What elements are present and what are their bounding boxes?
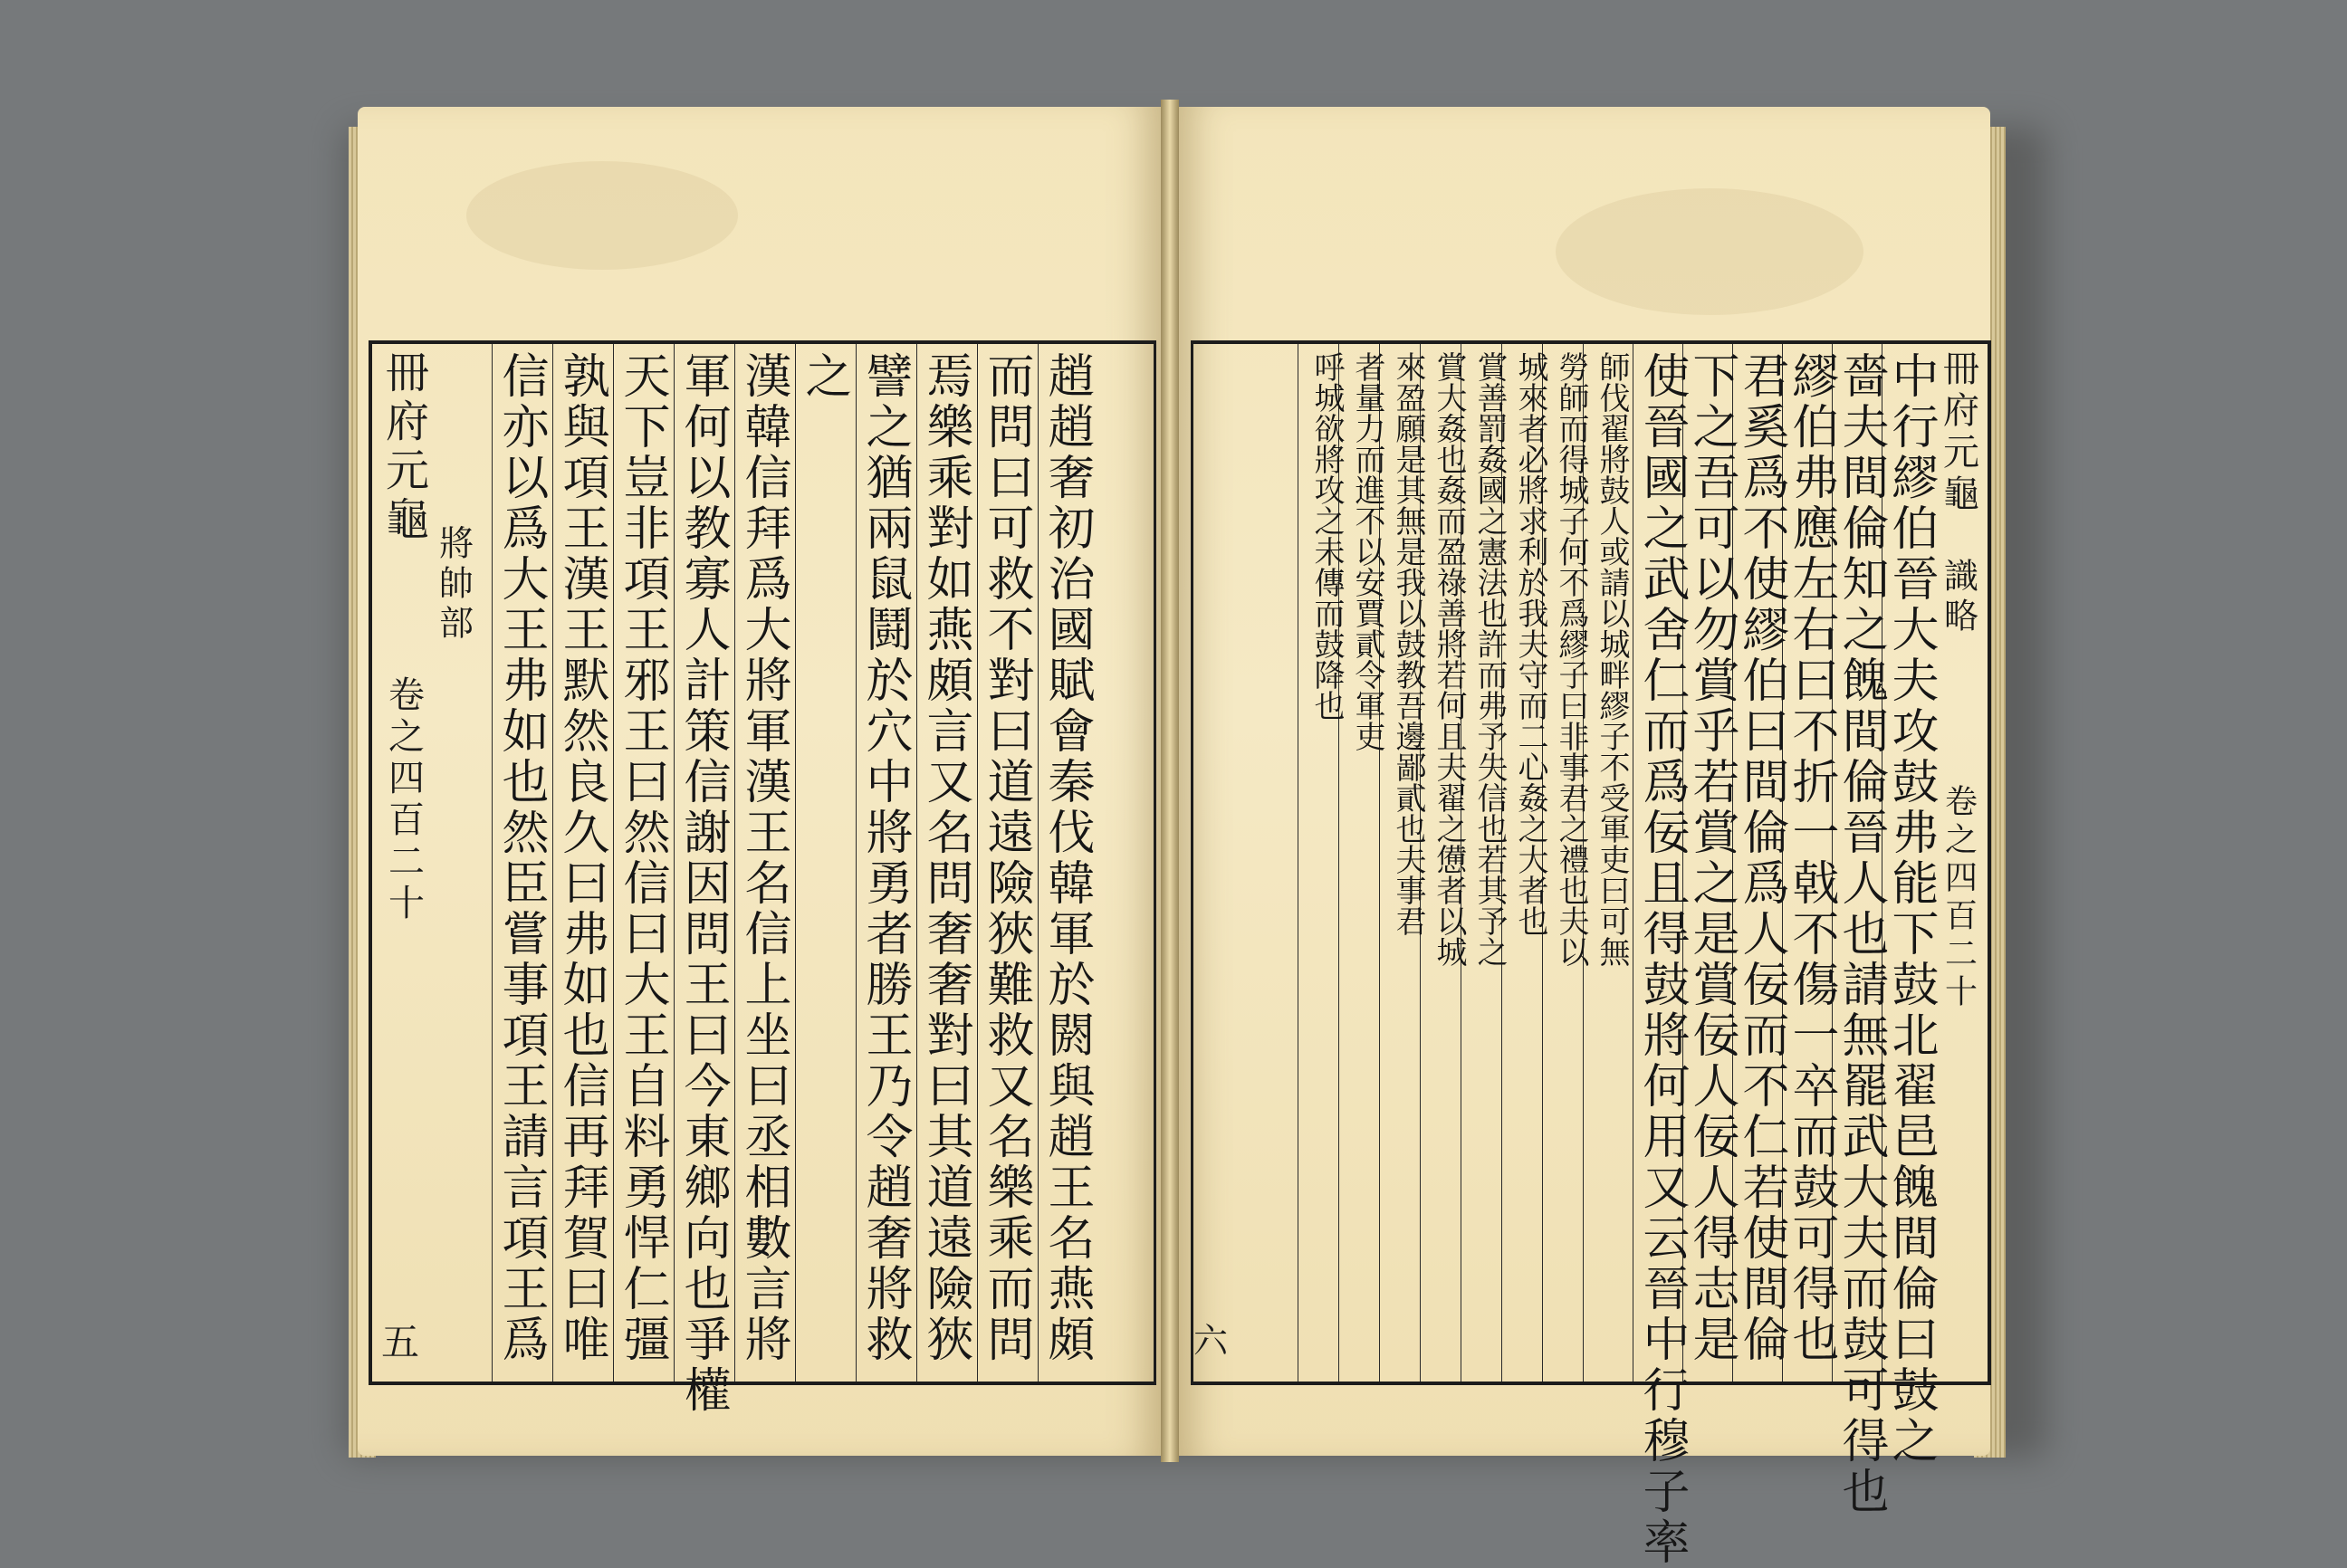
- banxin-section: 識略: [1938, 558, 1978, 637]
- page-number: 六: [1193, 1321, 1229, 1361]
- column-text: 城來者必將求利於我夫守而二心姦之大者也: [1512, 351, 1548, 936]
- column-text: 中行繆伯晉大夫攻鼓弗能下鼓北翟邑餽間倫曰鼓之: [1883, 351, 1938, 1467]
- column-text: 勞師而得城子何不爲繆子曰非事君之禮也夫以: [1553, 351, 1589, 967]
- text-column: [1682, 344, 1739, 1382]
- column-text: 嗇夫間倫知之餽間倫晉人也請無罷武大夫而鼓可得也: [1834, 351, 1888, 1517]
- text-column: [1038, 344, 1095, 1382]
- text-column: [552, 344, 609, 1382]
- column-text: 漢韓信拜爲大將軍漢王名信上坐曰丞相數言將: [736, 351, 790, 1365]
- column-text: 君奚爲不使繆伯曰間倫爲人佞而不仁若使間倫: [1734, 351, 1788, 1365]
- column-text: 孰與項王漢王默然良久曰弗如也信再拜賀曰唯: [554, 351, 608, 1365]
- text-column: [856, 344, 913, 1382]
- text-column: [1882, 344, 1939, 1467]
- banxin-volume: 卷之四百二十: [382, 675, 425, 925]
- column-text: 來盈願是其無是我以鼓教吾邊鄙貳也夫事君: [1390, 351, 1426, 936]
- banxin-section: 將帥部: [433, 525, 474, 645]
- text-column: [795, 344, 852, 1382]
- banxin-title: 冊府元龜: [1937, 349, 1979, 516]
- text-column: [1732, 344, 1789, 1382]
- column-text: 而問曰可救不對曰道遠險狹難救又名樂乘而問: [979, 351, 1033, 1365]
- text-column: [1633, 344, 1690, 1568]
- column-text: 趙趙奢初治國賦會秦伐韓軍於閼與趙王名燕頗: [1039, 351, 1094, 1365]
- right-text-frame: [1191, 340, 1991, 1568]
- banxin-right-volume: [1931, 779, 1986, 1340]
- text-column: [613, 344, 670, 1382]
- left-text-frame: [369, 340, 1156, 1416]
- text-column: [1832, 344, 1889, 1517]
- text-column: [977, 344, 1034, 1382]
- column-text: 繆伯弗應左右曰不折一戟不傷一卒而鼓可得也: [1784, 351, 1838, 1365]
- column-text: 軍何以教寡人計策信謝因問王曰今東鄉向也爭權: [675, 351, 730, 1416]
- book-gutter: [1161, 100, 1179, 1462]
- column-text: 者量力而進不以安賈貳令軍吏: [1349, 351, 1385, 751]
- column-text: 信亦以爲大王弗如也然臣嘗事項王請言項王爲: [493, 351, 548, 1365]
- column-text: 之: [797, 351, 851, 402]
- column-text: 師伐翟將鼓人或請以城畔繆子不受軍吏曰可無: [1594, 351, 1630, 967]
- text-column: [1298, 344, 1355, 1382]
- paper-stain: [466, 161, 738, 270]
- column-text: 使晉國之武舍仁而爲佞且得鼓將何用又云晉中行穆子率: [1634, 351, 1689, 1568]
- text-column: [1782, 344, 1839, 1382]
- text-column: [916, 344, 973, 1382]
- text-column: [674, 344, 731, 1416]
- column-text: 下之吾可以勿賞乎若賞之是賞佞人佞人得志是: [1684, 351, 1739, 1365]
- text-column: [492, 344, 549, 1382]
- column-text: 譬之猶兩鼠鬪於穴中將勇者勝王乃令趙奢將救: [857, 351, 912, 1365]
- banxin-volume: 卷之四百二十: [1940, 784, 1978, 1012]
- banxin-title: 冊府元龜: [378, 349, 429, 545]
- column-text: 呼城欲將攻之未傳而鼓降也: [1308, 351, 1345, 721]
- page-number: 五: [381, 1320, 420, 1364]
- paper-stain: [1556, 188, 1863, 315]
- column-text: 賞大姦也姦而盈祿善將若何且夫翟之憊者以城: [1431, 351, 1467, 967]
- banxin-left-volume: [372, 670, 436, 1304]
- text-column: [734, 344, 791, 1382]
- column-text: 焉樂乘對如燕頗言又名問奢奢對曰其道遠險狹: [918, 351, 972, 1365]
- column-text: 賞善罰姦國之憲法也許而弗予失信也若其予之: [1471, 351, 1508, 967]
- column-text: 天下豈非項王邪王曰然信曰大王自料勇悍仁彊: [615, 351, 669, 1365]
